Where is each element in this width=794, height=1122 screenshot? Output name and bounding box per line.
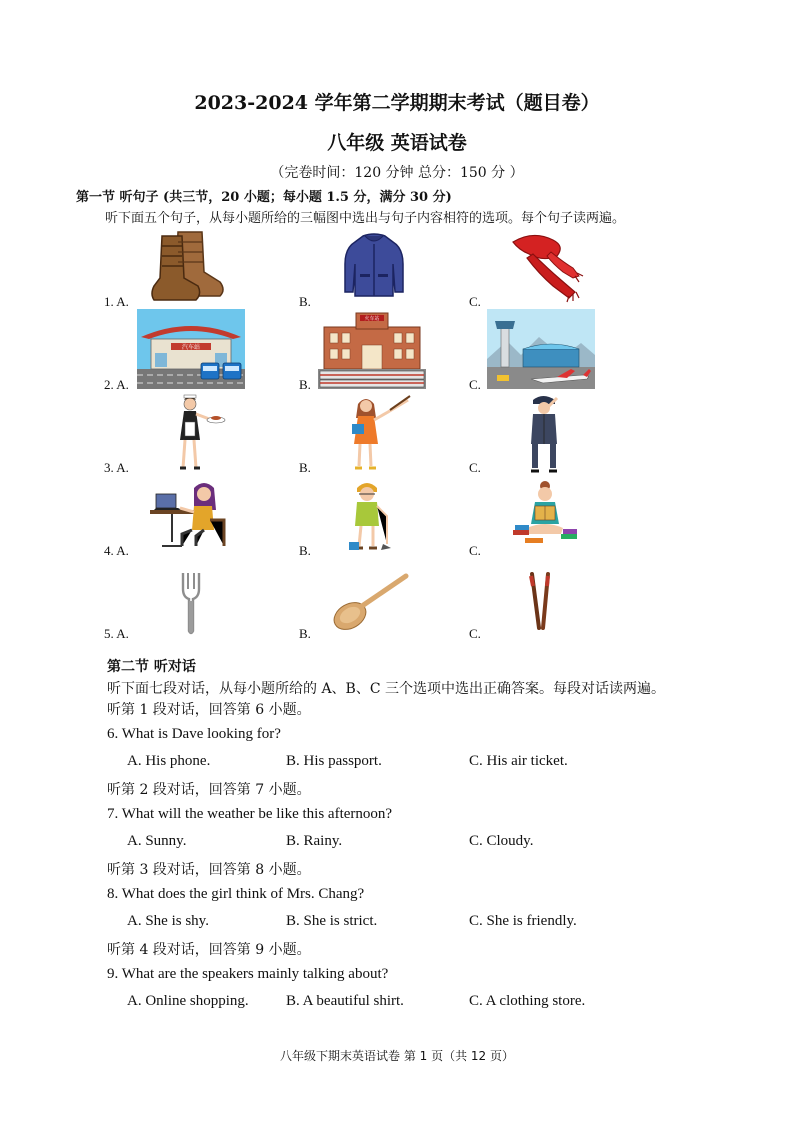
bus-station-sign: 汽车站 xyxy=(181,344,201,351)
section1-instruction: 听下面五个句子，从每小题所给的三幅图中选出与句子内容相符的选项。每个句子读两遍。 xyxy=(105,211,626,226)
page-footer: 八年级下期末英语试卷 第 1 页（共 12 页） xyxy=(280,1049,514,1063)
q2-b-label: B. xyxy=(299,377,311,392)
train-station-icon xyxy=(318,309,426,389)
section2-heading: 第二节 听对话 xyxy=(107,659,196,675)
q6-option-a[interactable]: A. His phone. xyxy=(127,753,211,769)
time-info: （完卷时间：120 分钟 总分：150 分 ） xyxy=(270,165,524,181)
dialogue-1-prompt: 听第 1 段对话，回答第 6 小题。 xyxy=(107,702,311,718)
fork-icon xyxy=(180,571,202,635)
boots-icon xyxy=(150,228,230,304)
chopsticks-icon xyxy=(526,572,556,630)
teacher-icon xyxy=(350,394,412,472)
q8-option-b[interactable]: B. She is strict. xyxy=(286,913,378,929)
q7-option-c[interactable]: C. Cloudy. xyxy=(469,833,534,849)
q1-b-label: B. xyxy=(299,294,311,309)
q6-option-b[interactable]: B. His passport. xyxy=(286,753,382,769)
q7-option-b[interactable]: B. Rainy. xyxy=(286,833,343,849)
spoon-icon xyxy=(330,570,410,634)
airport-icon xyxy=(487,309,595,389)
girl-reading-icon xyxy=(511,480,579,550)
q7-option-a[interactable]: A. Sunny. xyxy=(127,833,187,849)
q4-label: 4. A. xyxy=(104,543,129,558)
dialogue-4-prompt: 听第 4 段对话，回答第 9 小题。 xyxy=(107,942,311,958)
q2-c-label: C. xyxy=(469,377,481,392)
question-9: 9. What are the speakers mainly talking about? xyxy=(107,966,389,982)
q9-option-a[interactable]: A. Online shopping. xyxy=(127,993,249,1009)
waitress-icon xyxy=(172,394,230,472)
train-station-sign: 火车站 xyxy=(364,316,380,322)
section1-heading: 第一节 听句子 (共三节，20 小题；每小题 1.5 分，满分 30 分) xyxy=(76,190,452,205)
exam-subtitle: 八年级 英语试卷 xyxy=(327,132,467,154)
q3-b-label: B. xyxy=(299,460,311,475)
q3-c-label: C. xyxy=(469,460,481,475)
question-7: 7. What will the weather be like this afternoon? xyxy=(107,806,393,822)
q2-label: 2. A. xyxy=(104,377,129,392)
q6-option-c[interactable]: C. His air ticket. xyxy=(469,753,568,769)
q8-option-a[interactable]: A. She is shy. xyxy=(127,913,209,929)
q1-c-label: C. xyxy=(469,294,481,309)
q9-option-b[interactable]: B. A beautiful shirt. xyxy=(286,993,404,1009)
dialogue-2-prompt: 听第 2 段对话，回答第 7 小题。 xyxy=(107,782,311,798)
q8-option-c[interactable]: C. She is friendly. xyxy=(469,913,577,929)
q9-option-c[interactable]: C. A clothing store. xyxy=(469,993,586,1009)
section2-instruction: 听下面七段对话，从每小题所给的 A、B、C 三个选项中选出正确答案。每段对话读两遍。 xyxy=(107,681,666,697)
question-8: 8. What does the girl think of Mrs. Chang? xyxy=(107,886,365,902)
woman-laptop-icon xyxy=(148,480,230,550)
girl-cleaning-icon xyxy=(347,480,393,552)
police-officer-icon xyxy=(527,394,563,474)
q4-b-label: B. xyxy=(299,543,311,558)
question-6: 6. What is Dave looking for? xyxy=(107,726,281,742)
exam-title: 2023-2024 学年第二学期期末考试（题目卷） xyxy=(194,92,600,114)
q5-label: 5. A. xyxy=(104,626,129,641)
q5-c-label: C. xyxy=(469,626,481,641)
scarf-icon xyxy=(503,232,583,302)
q4-c-label: C. xyxy=(469,543,481,558)
q5-b-label: B. xyxy=(299,626,311,641)
bus-station-icon xyxy=(137,309,245,389)
jacket-icon xyxy=(343,234,405,300)
q3-label: 3. A. xyxy=(104,460,129,475)
q1-label: 1. A. xyxy=(104,294,129,309)
dialogue-3-prompt: 听第 3 段对话，回答第 8 小题。 xyxy=(107,862,311,878)
